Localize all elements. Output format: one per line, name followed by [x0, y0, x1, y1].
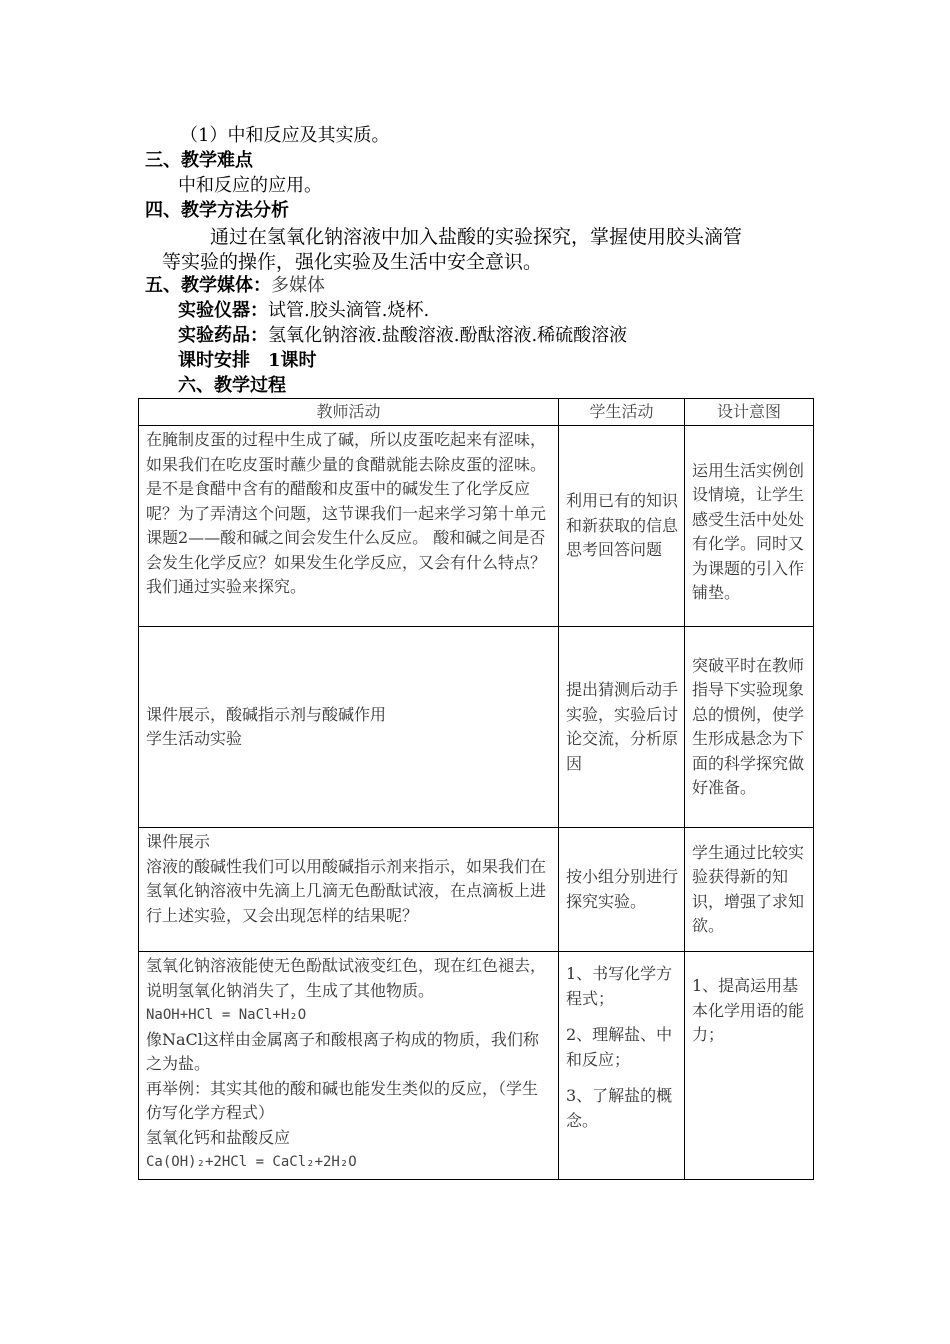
row3-design: 学生通过比较实验获得新的知识，增强了求知欲。	[685, 828, 814, 952]
row4-teacher-line-3: 再举例：其实其他的酸和碱也能发生类似的反应，（学生仿写化学方程式）	[146, 1078, 539, 1122]
row4-student-item-1: 1、书写化学方程式；	[566, 964, 673, 1008]
row2-teacher-line-1: 课件展示，酸碱指示剂与酸碱作用	[146, 704, 387, 724]
section-4-body-2: 等实验的操作，强化实验及生活中安全意识。	[162, 251, 543, 273]
row3-teacher	[139, 828, 559, 952]
row1-teacher: 在腌制皮蛋的过程中生成了碱，所以皮蛋吃起来有涩味，如果我们在吃皮蛋时蘸少量的食醋就能去除皮蛋的涩味。是不是食醋中含有的醋酸和皮蛋中的碱发生了化学反应呢？为了弄清这个问题，这节课我们一起来学习第十单元课题2——酸和碱之间会发生什么反应。 酸和碱之间是否会发生化学反应？如果发生化学反应，又会有什么特点？我们通过实验来探究。	[139, 426, 559, 627]
intro-line-1: （1）中和反应及其实质。	[180, 125, 390, 146]
section-4-body-1: 通过在氢氧化钠溶液中加入盐酸的实验探究，掌握使用胶头滴管	[210, 226, 743, 248]
table-row	[139, 828, 814, 952]
row4-design: 1、提高运用基本化学用语的能力；	[685, 952, 814, 1180]
row4-student-item-2: 2、理解盐、中和反应；	[566, 1025, 673, 1069]
row2-design: 突破平时在教师指导下实验现象总的惯例，使学生形成悬念为下面的科学探究做好准备。	[685, 627, 814, 828]
section-3-body: 中和反应的应用。	[178, 175, 322, 196]
row1-design: 运用生活实例创设情境，让学生感受生活中处处有化学。同时又为课题的引入作铺垫。	[685, 426, 814, 627]
section-3-title: 三、教学难点	[145, 150, 253, 171]
row4-teacher	[139, 952, 559, 1180]
section-6-title: 六、教学过程	[178, 375, 286, 396]
table-row	[139, 952, 814, 1180]
row4-equation-1: NaOH+HCl = NaCl+H₂O	[146, 1007, 307, 1023]
reagents-value: 氢氧化钠溶液.盐酸溶液.酚酞溶液.稀硫酸溶液	[268, 325, 628, 346]
instruments-label: 实验仪器：	[178, 300, 268, 321]
instruments-line	[178, 299, 429, 323]
row2-student: 提出猜测后动手实验，实验后讨论交流，分析原因	[559, 627, 685, 828]
row4-teacher-line-2: 像NaCl这样由金属离子和酸根离子构成的物质，我们称之为盐。	[146, 1029, 539, 1073]
row4-teacher-line-1: 氢氧化钠溶液能使无色酚酞试液变红色，现在红色褪去，说明氢氧化钠消失了，生成了其他物质。	[146, 956, 547, 1000]
row2-teacher-line-2: 学生活动实验	[146, 729, 243, 748]
row4-equation-2: Ca(OH)₂+2HCl = CaCl₂+2H₂O	[146, 1154, 357, 1170]
header-teacher-activity: 教师活动	[139, 399, 559, 426]
row3-student: 按小组分别进行探究实验。	[559, 828, 685, 952]
header-student-activity: 学生活动	[559, 399, 685, 426]
section-5-title: 五、教学媒体：	[145, 275, 271, 296]
table-header-row	[139, 399, 814, 426]
teaching-process-table	[138, 398, 814, 1180]
row1-student: 利用已有的知识和新获取的信息思考回答问题	[559, 426, 685, 627]
row2-teacher	[139, 627, 559, 828]
header-design-intent: 设计意图	[685, 399, 814, 426]
row3-teacher-line-1: 课件展示	[146, 832, 211, 851]
row4-student	[559, 952, 685, 1180]
section-4-title: 四、教学方法分析	[145, 200, 289, 221]
section-5-line	[145, 274, 325, 298]
schedule-line: 课时安排 1课时	[178, 350, 317, 371]
reagents-label: 实验药品：	[178, 325, 268, 346]
section-5-value: 多媒体	[271, 275, 325, 296]
row4-student-item-3: 3、了解盐的概念。	[566, 1086, 673, 1130]
reagents-line	[178, 324, 627, 348]
table-row	[139, 426, 814, 627]
row4-teacher-line-4: 氢氧化钙和盐酸反应	[146, 1127, 291, 1147]
row3-teacher-line-2: 溶液的酸碱性我们可以用酸碱指示剂来指示，如果我们在氢氧化钠溶液中先滴上几滴无色酚酞试液，在点滴板上进行上述实验，又会出现怎样的结果呢？	[146, 856, 547, 925]
instruments-value: 试管.胶头滴管.烧杯.	[268, 300, 430, 321]
table-row	[139, 627, 814, 828]
